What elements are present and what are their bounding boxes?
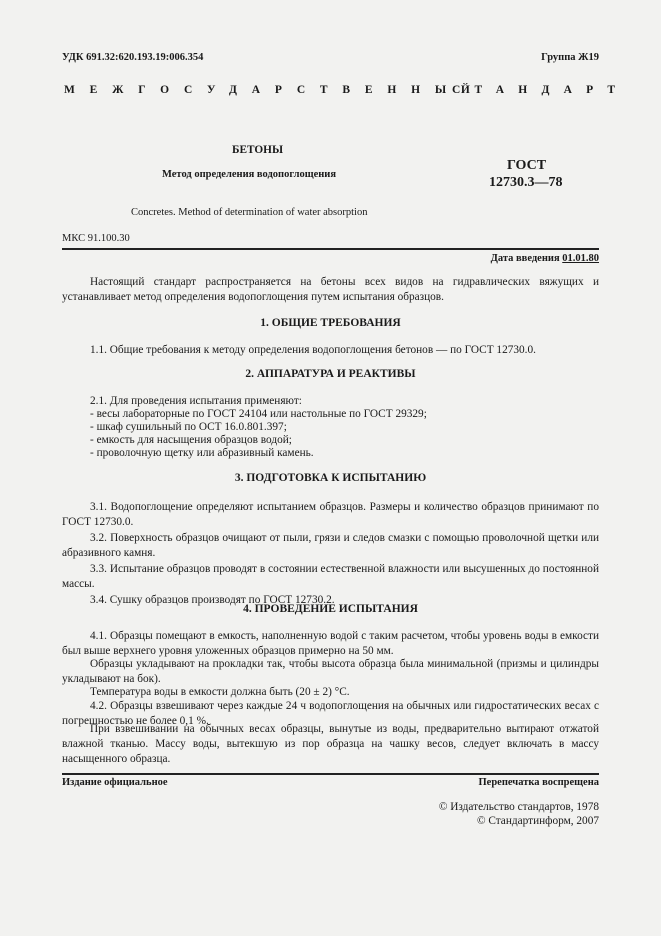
section-4-paragraph-5: При взвешивании на обычных весах образцы, вынутые из воды, предварительно вытирают отжатой влажной тканью. Массу воды, вытекшую из пор образца на чашку весов, следует включать в массу насыщенного образца. [62, 723, 599, 765]
document-title: БЕТОНЫ [232, 144, 284, 156]
section-4-paragraph-3: Температура воды в емкости должна быть (20 ± 2) °С. [90, 686, 350, 698]
section-3-paragraph-4: 3.4. Сушку образцов производят по ГОСТ 12730.2. [90, 594, 335, 606]
section-4-paragraph-4: 4.2. Образцы взвешивают через каждые 24 ч водопоглощения на обычных или гидростатических весах с погрешностью не более 0,1 %. [62, 700, 599, 727]
copyright-1978: © Издательство стандартов, 1978 [438, 801, 599, 813]
list-item: - весы лабораторные по ГОСТ 24104 или настольные по ГОСТ 29329; [90, 408, 427, 420]
list-item: - проволочную щетку или абразивный камень. [90, 447, 314, 459]
mks-code: МКС 91.100.30 [62, 233, 130, 244]
section-3-paragraph-2: 3.2. Поверхность образцов очищают от пыли, грязи и следов смазки с помощью проволочной щетки или абразивного камня. [62, 532, 599, 559]
effective-date-value: 01.01.80 [562, 253, 599, 264]
intro-paragraph: Настоящий стандарт распространяется на бетоны всех видов на гидравлических вяжущих и устанавливает метод определения водопоглощения путем испытания образцов. [62, 276, 599, 303]
official-edition: Издание официальное [62, 777, 168, 788]
reprint-prohibited: Перепечатка воспрещена [478, 777, 599, 788]
section-4-paragraph-1: 4.1. Образцы помещают в емкость, наполненную водой с таким расчетом, чтобы уровень воды в емкости был выше верхнего уровня уложенных образцов примерно на 50 мм. [62, 630, 599, 657]
interstate-label: МЕЖГОСУДАРСТВЕННЫЙ [64, 84, 485, 96]
standard-label: СТАНДАРТ [452, 84, 630, 96]
gost-number: 12730.3—78 [489, 175, 563, 190]
section-2-paragraph-1: 2.1. Для проведения испытания применяют: [90, 395, 302, 407]
udk-code: УДК 691.32:620.193.19:006.354 [62, 52, 204, 63]
gost-label: ГОСТ [507, 158, 547, 173]
section-3-paragraph-1: 3.1. Водопоглощение определяют испытанием образцов. Размеры и количество образцов принимают по ГОСТ 12730.0. [62, 501, 599, 528]
section-3-title: 3. ПОДГОТОВКА К ИСПЫТАНИЮ [234, 472, 427, 484]
title-divider [62, 248, 599, 250]
list-item: - емкость для насыщения образцов водой; [90, 434, 292, 446]
section-1-title: 1. ОБЩИЕ ТРЕБОВАНИЯ [260, 317, 401, 329]
equipment-list [90, 408, 427, 460]
footer-divider [62, 773, 599, 775]
section-4-paragraph-2: Образцы укладывают на прокладки так, чтобы высота образца была минимальной (призмы и цилиндры укладывают на бок). [62, 658, 599, 685]
list-item: - шкаф сушильный по ОСТ 16.0.801.397; [90, 421, 287, 433]
english-title: Concretes. Method of determination of water absorption [131, 207, 368, 218]
section-2-title: 2. АППАРАТУРА И РЕАКТИВЫ [245, 368, 416, 380]
method-title: Метод определения водопоглощения [162, 169, 337, 180]
section-4-title: 4. ПРОВЕДЕНИЕ ИСПЫТАНИЯ [243, 603, 418, 615]
effective-date [491, 253, 599, 264]
section-3-paragraph-3: 3.3. Испытание образцов проводят в состоянии естественной влажности или высушенных до постоянной массы. [62, 563, 599, 590]
copyright-2007: © Стандартинформ, 2007 [476, 815, 599, 827]
effective-date-label: Дата введения [490, 253, 560, 264]
section-1-paragraph-1: 1.1. Общие требования к методу определения водопоглощения бетонов — по ГОСТ 12730.0. [90, 344, 536, 356]
group-code: Группа Ж19 [541, 52, 599, 63]
